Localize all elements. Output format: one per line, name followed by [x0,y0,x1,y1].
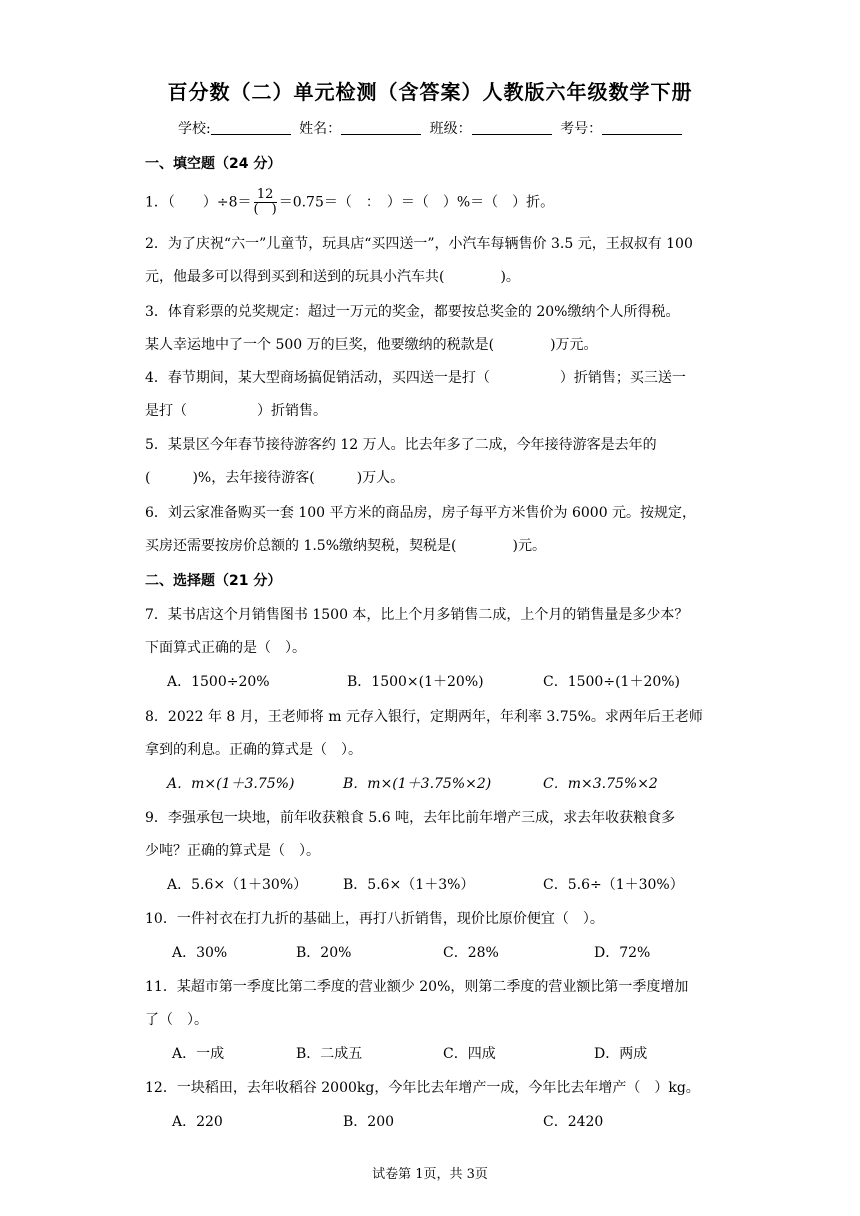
q7-option-c[interactable]: C．1500÷(1＋20%) [543,674,681,690]
name-label: 姓名： [299,121,342,137]
question-12-line-1: 12．一块稻田，去年收稻谷 2000kg，今年比去年增产一成，今年比去年增产（ ）kg。 [145,1080,700,1096]
section-choice-heading: 二、选择题（21 分） [145,573,282,589]
question-2-line-2: 元，他最多可以得到买到和送到的玩具小汽车共( )。 [145,269,520,285]
question-11-line-2: 了（ ）。 [145,1012,208,1028]
q11-option-a[interactable]: A．一成 [172,1046,225,1062]
q11-option-b[interactable]: B．二成五 [296,1046,363,1062]
question-4-line-1: 4．春节期间，某大型商场搞促销活动，买四送一是打（ ）折销售；买三送一 [145,370,686,386]
exam-no-blank[interactable] [602,120,682,135]
class-blank[interactable] [472,120,552,135]
q12-option-a[interactable]: A．220 [172,1114,223,1130]
question-8-line-1: 8．2022 年 8 月，王老师将 m 元存入银行，定期两年，年利率 3.75%。求两年后王老师 [145,709,703,725]
name-blank[interactable] [341,120,421,135]
page-footer: 试卷第 1页，共 3页 [372,1167,488,1182]
q1-after: ＝0.75＝（ ： ）＝（ ）%＝（ ）折。 [278,194,555,211]
page-title: 百分数（二）单元检测（含答案）人教版六年级数学下册 [167,80,693,104]
q10-option-a[interactable]: A．30% [172,945,228,961]
class-label: 班级： [429,121,472,137]
q9-option-a[interactable]: A．5.6×（1＋30%） [167,877,308,893]
q12-option-b[interactable]: B．200 [343,1114,395,1130]
question-4-line-2: 是打（ ）折销售。 [145,403,327,419]
q1-fraction-denominator: ( ) [253,202,277,217]
question-11-line-1: 11．某超市第一季度比第二季度的营业额少 20%，则第二季度的营业额比第一季度增加 [145,979,689,995]
question-9-line-2: 少吨？正确的算式是（ ）。 [145,843,320,859]
question-7-line-1: 7．某书店这个月销售图书 1500 本，比上个月多销售二成，上个月的销售量是多少本？ [145,607,689,623]
school-blank[interactable] [211,120,291,135]
student-info-row [178,118,686,138]
q11-option-d[interactable]: D．两成 [594,1046,648,1062]
q8-option-c[interactable]: C．m×3.75%×2 [543,776,658,792]
question-1 [145,188,554,217]
question-9-line-1: 9．李强承包一块地，前年收获粮食 5.6 吨，去年比前年增产三成，求去年收获粮食多 [145,810,676,826]
question-3-line-2: 某人幸运地中了一个 500 万的巨奖，他要缴纳的税款是( )万元。 [145,337,598,353]
question-6-line-1: 6．刘云家准备购买一套 100 平方米的商品房，房子每平方米售价为 6000 元。按规定， [145,505,697,521]
q7-option-b[interactable]: B．1500×(1＋20%) [347,674,484,690]
q8-option-a[interactable]: A．m×(1＋3.75%) [167,776,295,792]
q11-option-c[interactable]: C．四成 [443,1046,496,1062]
q1-fraction [254,188,277,217]
q7-option-a[interactable]: A．1500÷20% [167,674,270,690]
q8-option-b[interactable]: B．m×(1＋3.75%×2) [343,776,492,792]
question-3-line-1: 3．体育彩票的兑奖规定：超过一万元的奖金，都要按总奖金的 20%缴纳个人所得税。 [145,304,680,320]
question-5-line-1: 5．某景区今年春节接待游客约 12 万人。比去年多了二成，今年接待游客是去年的 [145,437,657,453]
question-2-line-1: 2．为了庆祝“六一”儿童节，玩具店“买四送一”，小汽车每辆售价 3.5 元，王叔叔有 100 [145,236,693,252]
q10-option-c[interactable]: C．28% [443,945,499,961]
school-label: 学校: [178,121,211,137]
q9-option-c[interactable]: C．5.6÷（1＋30%） [543,877,684,893]
exam-no-label: 考号： [560,121,603,137]
q1-before: 1．（ ）÷8＝ [145,194,252,211]
question-7-line-2: 下面算式正确的是（ ）。 [145,640,306,656]
q1-fraction-numerator: 12 [254,188,277,203]
q12-option-c[interactable]: C．2420 [543,1114,604,1130]
section-fill-heading: 一、填空题（24 分） [145,156,282,172]
q10-option-d[interactable]: D．72% [594,945,651,961]
question-8-line-2: 拿到的利息。正确的算式是（ ）。 [145,742,362,758]
question-6-line-2: 买房还需要按房价总额的 1.5%缴纳契税，契税是( )元。 [145,538,546,554]
question-5-line-2: ( )%，去年接待游客( )万人。 [145,470,405,486]
q9-option-b[interactable]: B．5.6×（1＋3%） [343,877,475,893]
q10-option-b[interactable]: B．20% [296,945,352,961]
question-10-line-1: 10．一件衬衣在打九折的基础上，再打八折销售，现价比原价便宜（ ）。 [145,911,604,927]
